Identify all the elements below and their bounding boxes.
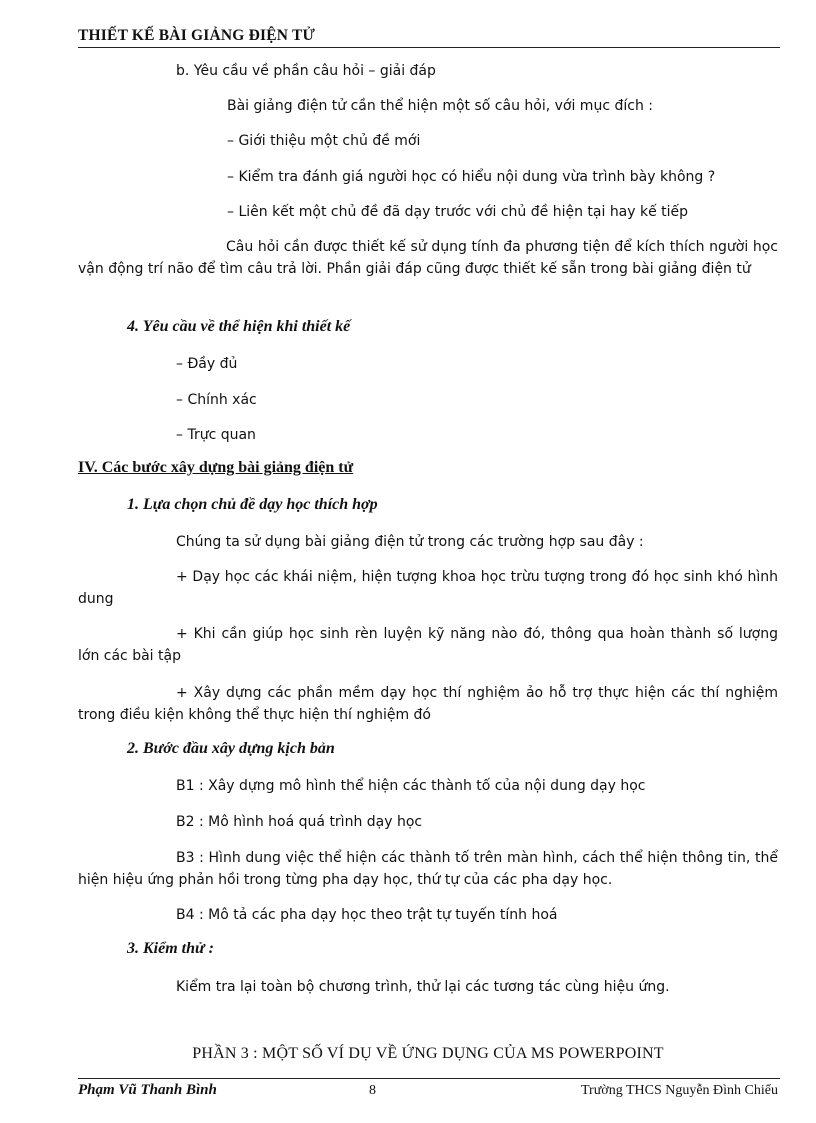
footer-author: Phạm Vũ Thanh Bình	[78, 1082, 217, 1098]
section-heading-4: 4. Yêu cầu về thể hiện khi thiết kế	[127, 318, 351, 335]
paragraph: Câu hỏi cần được thiết kế sử dụng tính đa phương tiện để kích thích người học vận động trí não để tìm câu trả lời. Phần giải đáp cũng được thiết kế sẵn trong bài giảng điện tử	[78, 239, 778, 277]
list-item: – Liên kết một chủ đề đã dạy trước với chủ đề hiện tại hay kế tiếp	[227, 204, 689, 220]
section-heading-iv: IV. Các bước xây dựng bài giảng điện tử	[78, 459, 354, 476]
list-item: – Trực quan	[176, 427, 256, 443]
paragraph: B1 : Xây dựng mô hình thể hiện các thành tố của nội dung dạy học	[176, 778, 646, 794]
paragraph: Kiểm tra lại toàn bộ chương trình, thử lại các tương tác cùng hiệu ứng.	[176, 979, 670, 995]
subsection-b-intro: Bài giảng điện tử cần thể hiện một số câu hỏi, với mục đích :	[227, 98, 653, 114]
step-2-heading: 2. Bước đầu xây dựng kịch bản	[127, 740, 335, 757]
subsection-b-heading: b. Yêu cầu về phần câu hỏi – giải đáp	[176, 63, 436, 79]
paragraph: B2 : Mô hình hoá quá trình dạy học	[176, 814, 423, 830]
paragraph: + Dạy học các khái niệm, hiện tượng khoa học trừu tượng trong đó học sinh khó hình dung	[78, 569, 778, 607]
step-3-heading: 3. Kiểm thử :	[127, 940, 214, 957]
paragraph: + Xây dựng các phần mềm dạy học thí nghiệm ảo hỗ trợ thực hiện các thí nghiệm trong điều kiện không thể thực hiện thí nghiệm đó	[78, 685, 778, 723]
list-item: – Kiểm tra đánh giá người học có hiểu nội dung vừa trình bày không ?	[227, 169, 716, 185]
part-3-title: PHẦN 3 : MỘT SỐ VÍ DỤ VỀ ỨNG DỤNG CỦA MS POWERPOINT	[192, 1045, 664, 1062]
list-item: – Chính xác	[176, 392, 257, 408]
step-1-heading: 1. Lựa chọn chủ đề dạy học thích hợp	[127, 496, 378, 513]
paragraph: B4 : Mô tả các pha dạy học theo trật tự tuyến tính hoá	[176, 907, 558, 923]
paragraph: + Khi cần giúp học sinh rèn luyện kỹ năng nào đó, thông qua hoàn thành số lượng lớn các bài tập	[78, 626, 778, 664]
list-item: – Đầy đủ	[176, 356, 238, 372]
paragraph: Chúng ta sử dụng bài giảng điện tử trong các trường hợp sau đây :	[176, 534, 644, 550]
list-item: – Giới thiệu một chủ đề mới	[227, 133, 421, 149]
page-number: 8	[369, 1083, 376, 1098]
paragraph: B3 : Hình dung việc thể hiện các thành tố trên màn hình, cách thể hiện thông tin, thể hiện hiệu ứng phản hồi trong từng pha dạy học, thứ tự của các pha dạy học.	[78, 850, 778, 888]
footer-school: Trường THCS Nguyễn Đình Chiểu	[580, 1083, 778, 1098]
header-divider	[78, 47, 780, 48]
footer-divider	[78, 1078, 780, 1079]
header-title: THIẾT KẾ BÀI GIẢNG ĐIỆN TỬ	[78, 27, 316, 44]
